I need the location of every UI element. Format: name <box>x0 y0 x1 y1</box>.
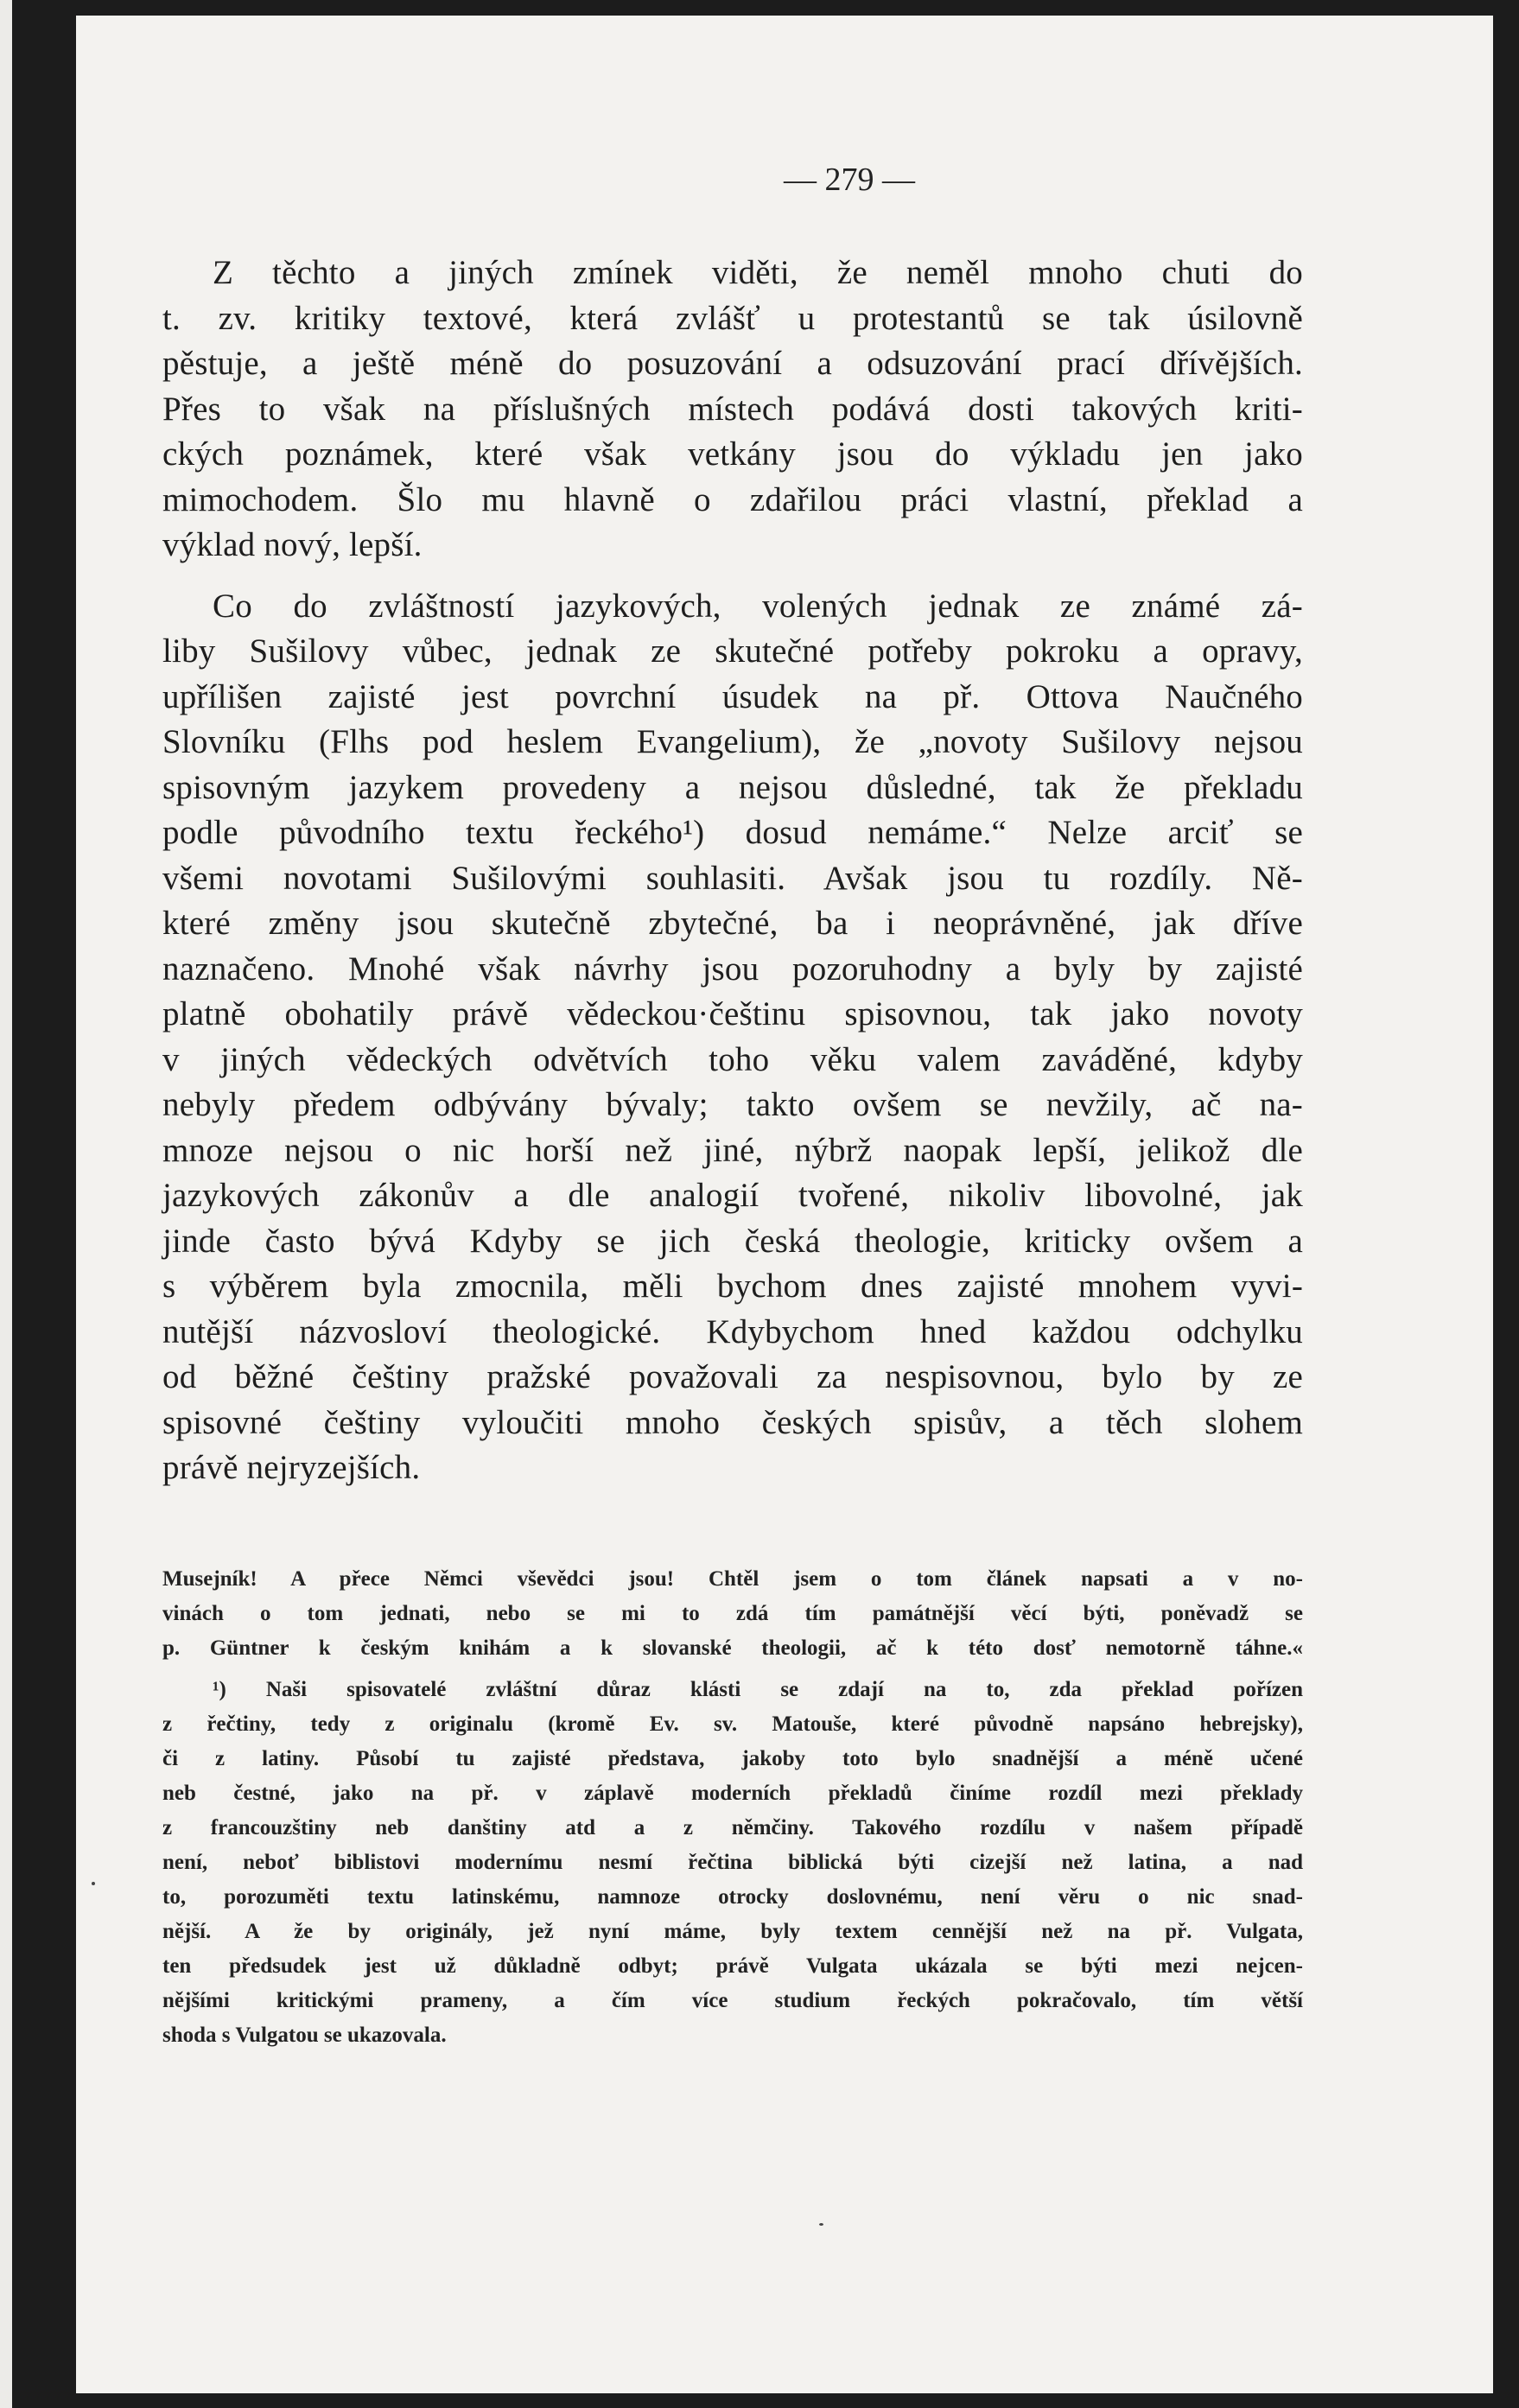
text-line: v jiných vědeckých odvětvích toho věku valem zaváděné, kdyby <box>162 1040 1303 1078</box>
text-line: s výběrem byla zmocnila, měli bychom dnes zajisté mnohem vyvi- <box>162 1268 1303 1305</box>
footnote-line: Musejník! A přece Němci vševědci jsou! Chtěl jsem o tom článek napsati a v no- <box>162 1567 1303 1591</box>
text-line: platně obohatily právě vědeckou·češtinu spisovnou, tak jako novoty <box>162 995 1303 1032</box>
footnote-1 <box>162 1673 1303 2053</box>
text-line: jazykových zákonův a dle analogií tvořené, nikoliv libovolné, jak <box>162 1177 1303 1214</box>
text-line: spisovné češtiny vyloučiti mnoho českých spisův, a těch slohem <box>162 1403 1303 1441</box>
text-line: právě nejryzejších. <box>162 1449 421 1486</box>
footnote-line: p. Güntner k českým knihám a k slovanské theologii, ač k této dosť nemotorně táhne.« <box>162 1636 1303 1660</box>
text-line: které změny jsou skutečně zbytečné, ba i neoprávněné, jak dříve <box>162 905 1303 942</box>
text-line: upřílišen zajisté jest povrchní úsudek na př. Ottova Naučného <box>162 677 1303 715</box>
text-line: pěstuje, a ještě méně do posuzování a odsuzování prací dřívějších. <box>162 345 1303 382</box>
text-line: jinde často bývá Kdyby se jich česká theologie, kriticky ovšem a <box>162 1222 1303 1260</box>
text-line: mimochodem. Šlo mu hlavně o zdařilou práci vlastní, překlad a <box>162 480 1303 518</box>
text-line: Co do zvláštností jazykových, volených jednak ze známé zá- <box>213 587 1303 625</box>
footnote-line: či z latiny. Působí tu zajisté představa, jakoby toto bylo snadnější a méně učené <box>162 1747 1303 1770</box>
footnote-line: neb čestné, jako na př. v záplavě moderních překladů činíme rozdíl mezi překlady <box>162 1782 1303 1805</box>
print-speck <box>92 1882 95 1885</box>
footnote-line: z francouzštiny neb danštiny atd a z němčiny. Takového rozdílu v našem případě <box>162 1816 1303 1839</box>
footnote-line: vinách o tom jednati, nebo se mi to zdá tím památnější věcí býti, poněvadž se <box>162 1602 1303 1625</box>
print-speck <box>819 2223 823 2226</box>
text-line: mnoze nejsou o nic horší než jiné, nýbrž naopak lepší, jelikož dle <box>162 1131 1303 1169</box>
adjacent-page-edge <box>0 0 12 2408</box>
book-page <box>76 16 1493 2393</box>
text-line: spisovným jazykem provedeny a nejsou důsledné, tak že překladu <box>162 768 1303 806</box>
text-line: od běžné češtiny pražské považovali za nespisovnou, bylo by ze <box>162 1358 1303 1395</box>
footnote-line: ¹) Naši spisovatelé zvláštní důraz klásti se zdají na to, zda překlad pořízen <box>213 1678 1303 1701</box>
text-line: naznačeno. Mnohé však návrhy jsou pozoruhodny a byly by zajisté <box>162 950 1303 988</box>
text-line: t. zv. kritiky textové, která zvlášť u protestantů se tak úsilovně <box>162 299 1303 337</box>
text-line: podle původního textu řeckého¹) dosud nemáme.“ Nelze arciť se <box>162 814 1303 851</box>
footnotes <box>162 1562 1303 2053</box>
text-line: ckých poznámek, které však vetkány jsou do výkladu jen jako <box>162 435 1303 473</box>
main-text <box>162 251 1303 1491</box>
text-line: všemi novotami Sušilovými souhlasiti. Avšak jsou tu rozdíly. Ně- <box>162 859 1303 897</box>
paragraph-1 <box>162 251 1303 569</box>
page-number: — 279 — <box>784 162 915 198</box>
text-line: Slovníku (Flhs pod heslem Evangelium), že „novoty Sušilovy nejsou <box>162 723 1303 760</box>
footnote-continuation <box>162 1562 1303 1666</box>
text-line: nutější názvosloví theologické. Kdybychom hned každou odchylku <box>162 1312 1303 1350</box>
footnote-line: není, neboť biblistovi modernímu nesmí řečtina biblická býti cizejší než latina, a nad <box>162 1851 1303 1874</box>
footnote-line: shoda s Vulgatou se ukazovala. <box>162 2024 447 2047</box>
text-line: Přes to však na příslušných místech podává dosti takových kriti- <box>162 390 1303 428</box>
footnote-line: nější. A že by originály, jež nyní máme, byly textem cennější než na př. Vulgata, <box>162 1920 1303 1943</box>
footnote-line: to, porozuměti textu latinskému, namnoze otrocky doslovnému, není věru o nic snad- <box>162 1885 1303 1909</box>
text-line: výklad nový, lepší. <box>162 526 423 563</box>
text-line: Z těchto a jiných zmínek viděti, že neměl mnoho chuti do <box>213 254 1303 291</box>
text-line: liby Sušilovy vůbec, jednak ze skutečné potřeby pokroku a opravy, <box>162 632 1303 670</box>
footnote-line: z řečtiny, tedy z originalu (kromě Ev. sv. Matouše, které původně napsáno hebrejsky), <box>162 1712 1303 1736</box>
text-line: nebyly předem odbývány bývaly; takto ovšem se nevžily, ač na- <box>162 1086 1303 1123</box>
footnote-line: ten předsudek jest už důkladně odbyt; právě Vulgata ukázala se býti mezi nejcen- <box>162 1954 1303 1978</box>
paragraph-2 <box>162 584 1303 1491</box>
footnote-line: nějšími kritickými prameny, a čím více studium řeckých pokračovalo, tím větší <box>162 1989 1303 2012</box>
